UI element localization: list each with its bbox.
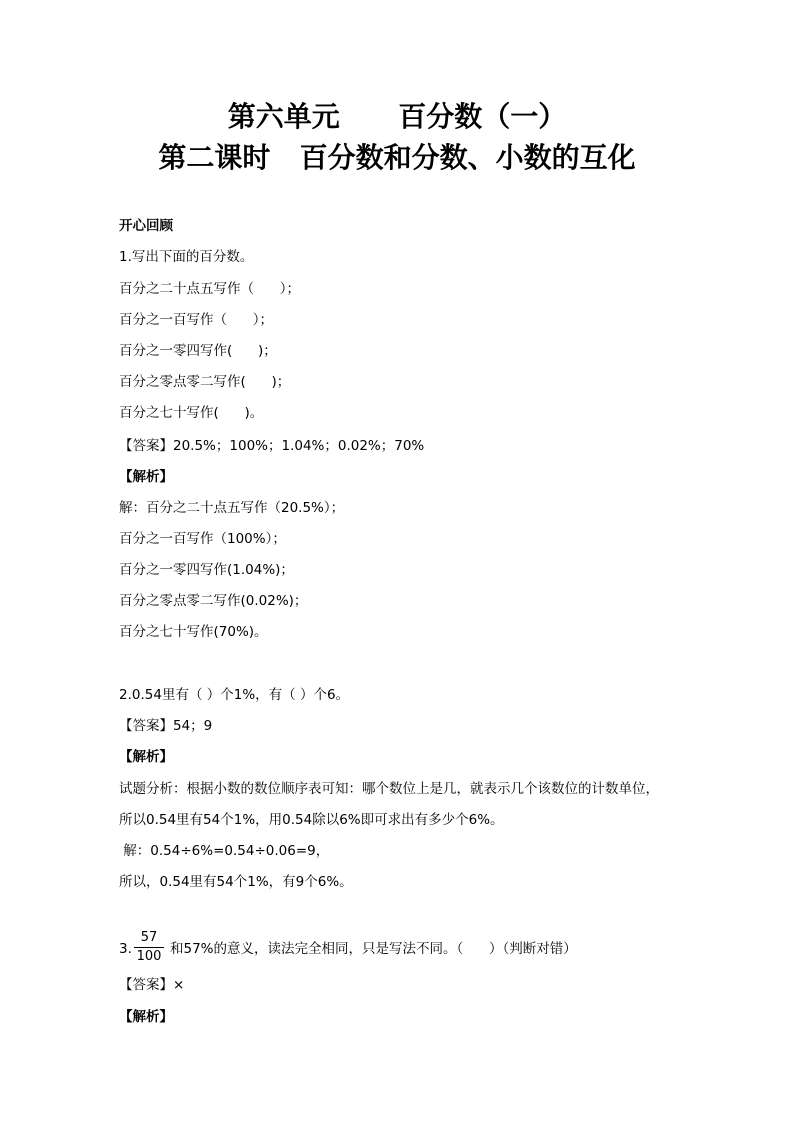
q2-analysis-line: 所以，0.54里有54个1%，有9个6%。 xyxy=(119,874,353,890)
q3-prompt: 和57%的意义，读法完全相同，只是写法不同。（ ）（判断对错） xyxy=(170,941,577,957)
q2-analysis-label: 【解析】 xyxy=(119,749,173,765)
q2-answer: 【答案】54；9 xyxy=(119,718,213,734)
q1-answer: 【答案】20.5%；100%；1.04%；0.02%；70% xyxy=(119,438,425,454)
q1-item: 百分之二十点五写作（ ）； xyxy=(119,281,300,297)
q3-fraction xyxy=(134,930,164,965)
q1-item: 百分之七十写作( )。 xyxy=(119,405,264,421)
q2-analysis-line: 所以0.54里有54个1%，用0.54除以6%即可求出有多少个6%。 xyxy=(119,812,504,828)
q1-solution-line: 百分之七十写作(70%)。 xyxy=(119,624,268,640)
fraction-bar xyxy=(134,947,164,948)
page-subtitle: 第二课时 百分数和分数、小数的互化 xyxy=(158,141,636,174)
section-heading: 开心回顾 xyxy=(119,218,173,234)
q1-analysis-label: 【解析】 xyxy=(119,469,173,485)
q1-item: 百分之一百写作（ ）； xyxy=(119,312,273,328)
q1-prompt: 1.写出下面的百分数。 xyxy=(119,249,254,265)
q3-answer: 【答案】× xyxy=(119,977,185,993)
q3-number: 3. xyxy=(119,941,132,957)
q2-analysis-line: 试题分析：根据小数的数位顺序表可知：哪个数位上是几，就表示几个该数位的计数单位， xyxy=(119,781,659,797)
q2-analysis-line: 解：0.54÷6%=0.54÷0.06=9， xyxy=(119,843,330,859)
q1-item: 百分之一零四写作( )； xyxy=(119,343,277,359)
q1-solution-line: 百分之一零四写作(1.04%)； xyxy=(119,562,294,578)
q1-solution-line: 百分之一百写作（100%）； xyxy=(119,531,286,547)
q3-analysis-label: 【解析】 xyxy=(119,1009,173,1025)
q1-solution-line: 解：百分之二十点五写作（20.5%）； xyxy=(119,500,345,516)
fraction-denominator: 100 xyxy=(136,949,162,964)
fraction-numerator: 57 xyxy=(140,930,158,945)
q1-solution-line: 百分之零点零二写作(0.02%)； xyxy=(119,593,308,609)
q2-prompt: 2.0.54里有（ ）个1%，有（ ）个6。 xyxy=(119,687,350,703)
page-title: 第六单元 百分数（一） xyxy=(227,100,567,133)
q1-item: 百分之零点零二写作( )； xyxy=(119,374,291,390)
